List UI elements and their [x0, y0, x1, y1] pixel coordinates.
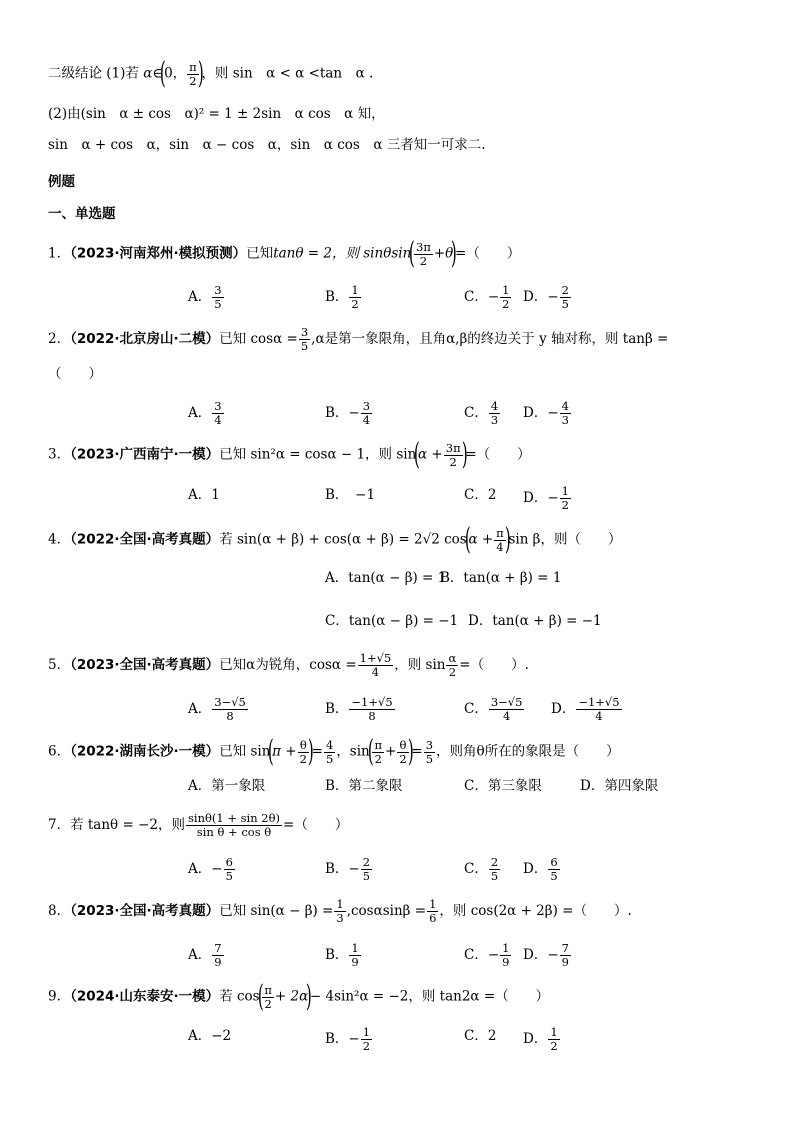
- question-8: 8．（2023·全国·高考真题）已知 sin(α − β) = $\frac{1}{3}$ ,cosαsinβ = $\frac{1}{6}$ ，则 cos(2α + 2β) =（ ）.: [48, 897, 632, 925]
- subsection-title: 一、单选题: [48, 206, 116, 222]
- q4-option-b[interactable]: B．tan(α + β) = 1: [440, 570, 562, 586]
- question-6: 6．（2022·湖南长沙·一模）已知 sin(π + $\frac{\theta}{2}$ )= $\frac{4}{5}$ ，sin( $\frac{\pi}{2}$ + $\frac{\theta}{2}$ )= $\frac{3}{5}$ ，则角θ所在的象限是（ ）: [48, 734, 620, 769]
- question-9: 9．（2024·山东泰安·一模）若 cos( $\frac{\pi}{2}$ + 2α)− 4sin²α = −2，则 tan2α =（ ）: [48, 979, 550, 1014]
- q2-option-d[interactable]: D．− $\frac{4}{3}$: [523, 399, 569, 427]
- conclusion-line-1: 二级结论 (1)若 α∈(0， $\frac{\pi}{2}$ )，则 sin α < α <tan α .: [48, 56, 374, 91]
- q5-option-b[interactable]: B． $\frac{-1+√5}{8}$: [325, 695, 393, 723]
- q8-option-a[interactable]: A． $\frac{7}{9}$: [188, 941, 222, 969]
- q2-paren: （ ）: [48, 366, 102, 382]
- q1-option-a[interactable]: A． $\frac{3}{5}$: [188, 283, 222, 311]
- q9-option-b[interactable]: B．− $\frac{1}{2}$: [325, 1025, 371, 1053]
- question-5: 5．（2023·全国·高考真题）已知α为锐角，cosα = $\frac{1+√5}{4}$ ，则 sin $\frac{\alpha}{2}$ =（ ）.: [48, 651, 529, 679]
- section-title: 例题: [48, 174, 75, 190]
- q8-option-c[interactable]: C．− $\frac{1}{9}$: [464, 941, 510, 969]
- q8-option-d[interactable]: D．− $\frac{7}{9}$: [523, 941, 569, 969]
- q7-option-d[interactable]: D． $\frac{6}{5}$: [523, 855, 558, 883]
- q4-option-a[interactable]: A．tan(α − β) = 1: [325, 570, 447, 586]
- q6-option-b[interactable]: B．第二象限: [325, 778, 403, 794]
- q9-option-a[interactable]: A．−2: [188, 1028, 232, 1044]
- conclusion-line-3: sin α + cos α，sin α − cos α，sin α cos α 三者知一可求二.: [48, 137, 486, 153]
- q7-option-a[interactable]: A．− $\frac{6}{5}$: [188, 855, 233, 883]
- fraction: $\frac{\pi}{2}$: [189, 59, 197, 88]
- conclusion-line-2: (2)由(sin α ± cos α)² = 1 ± 2sin α cos α 知，: [48, 106, 385, 122]
- q3-option-a[interactable]: A．1: [188, 487, 220, 503]
- q6-option-d[interactable]: D．第四象限: [580, 778, 659, 794]
- q9-option-c[interactable]: C．2: [464, 1028, 497, 1044]
- q2-option-b[interactable]: B．− $\frac{3}{4}$: [325, 399, 371, 427]
- q8-option-b[interactable]: B． $\frac{1}{9}$: [325, 941, 359, 969]
- q1-option-d[interactable]: D．− $\frac{2}{5}$: [523, 283, 569, 311]
- question-4: 4．（2022·全国·高考真题）若 sin(α + β) + cos(α + β) = 2√2 cos(α + $\frac{\pi}{4}$ )sin β，则（ ）: [48, 522, 622, 557]
- q9-option-d[interactable]: D． $\frac{1}{2}$: [523, 1025, 558, 1053]
- q3-option-d[interactable]: D．− $\frac{1}{2}$: [523, 484, 569, 512]
- q4-option-c[interactable]: C．tan(α − β) = −1: [325, 613, 459, 629]
- question-2: 2．（2022·北京房山·二模）已知 cosα = $\frac{3}{5}$ ,α是第一象限角，且角α,β的终边关于 y 轴对称，则 tanβ =: [48, 325, 669, 353]
- question-7: 7．若 tanθ = −2，则 $\frac{\sin\theta(1 + \sin 2\theta)}{\text{sin θ + cos θ}}$ =（ ）: [48, 811, 349, 839]
- q6-option-a[interactable]: A．第一象限: [188, 778, 266, 794]
- q1-option-b[interactable]: B． $\frac{1}{2}$: [325, 283, 359, 311]
- question-1: 1．（2023·河南郑州·模拟预测）已知tanθ = 2，则 sinθsin( $\frac{3\pi}{2}$ +θ)=（ ）: [48, 236, 521, 271]
- q3-option-b[interactable]: B． −1: [325, 487, 376, 503]
- q5-option-c[interactable]: C． $\frac{3-√5}{4}$: [464, 695, 523, 723]
- q2-option-a[interactable]: A． $\frac{3}{4}$: [188, 399, 222, 427]
- q5-option-a[interactable]: A． $\frac{3-√5}{8}$: [188, 695, 246, 723]
- q7-option-b[interactable]: B．− $\frac{2}{5}$: [325, 855, 371, 883]
- q5-option-d[interactable]: D． $\frac{-1+√5}{4}$: [551, 695, 620, 723]
- q7-option-c[interactable]: C． $\frac{2}{5}$: [464, 855, 499, 883]
- q1-option-c[interactable]: C．− $\frac{1}{2}$: [464, 283, 510, 311]
- q4-option-d[interactable]: D．tan(α + β) = −1: [468, 613, 602, 629]
- question-3: 3．（2023·广西南宁·一模）已知 sin²α = cosα − 1，则 sin(α + $\frac{3\pi}{2}$ )=（ ）: [48, 437, 531, 472]
- q6-option-c[interactable]: C．第三象限: [464, 778, 542, 794]
- q2-option-c[interactable]: C． $\frac{4}{3}$: [464, 399, 499, 427]
- q3-option-c[interactable]: C．2: [464, 487, 497, 503]
